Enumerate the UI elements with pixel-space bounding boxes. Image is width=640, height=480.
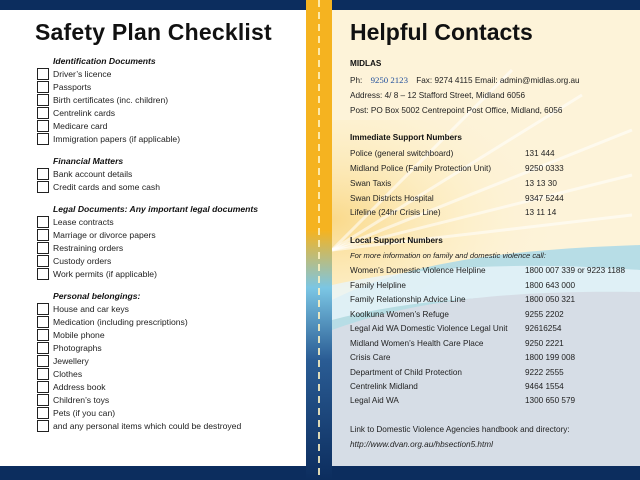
contact-number: 13 11 14 <box>525 208 557 217</box>
checklist-item-label: Driver’s licence <box>53 68 112 79</box>
checkbox[interactable] <box>37 168 49 180</box>
checklist-item-label: Bank account details <box>53 168 133 179</box>
checkbox[interactable] <box>37 303 49 315</box>
contact-number: 131 444 <box>525 149 555 158</box>
contact-name: Crisis Care <box>350 353 391 362</box>
section-heading-identification: Identification Documents <box>53 56 156 66</box>
checklist-item[interactable] <box>37 228 297 241</box>
checkbox[interactable] <box>37 216 49 228</box>
top-border <box>0 0 306 10</box>
checkbox[interactable] <box>37 268 49 280</box>
checklist-item-label: House and car keys <box>53 303 129 314</box>
checkbox[interactable] <box>37 107 49 119</box>
checkbox[interactable] <box>37 120 49 132</box>
checklist-title: Safety Plan Checklist <box>35 19 272 45</box>
immediate-support-heading: Immediate Support Numbers <box>350 133 462 142</box>
contact-name: Women’s Domestic Violence Helpline <box>350 266 486 275</box>
checklist-item[interactable] <box>37 315 297 328</box>
checkbox[interactable] <box>37 255 49 267</box>
bottom-border <box>332 466 640 480</box>
contacts-title: Helpful Contacts <box>350 19 533 45</box>
checklist-item[interactable] <box>37 180 297 193</box>
checkbox[interactable] <box>37 181 49 193</box>
local-support-heading: Local Support Numbers <box>350 236 443 245</box>
contact-name: Legal Aid WA <box>350 396 399 405</box>
checkbox[interactable] <box>37 316 49 328</box>
checkbox[interactable] <box>37 355 49 367</box>
section-heading-personal: Personal belongings: <box>53 291 141 301</box>
phone-label: Ph: <box>350 76 363 85</box>
checklist <box>37 55 297 432</box>
contact-name: Midland Police (Family Protection Unit) <box>350 164 492 173</box>
contact-number: 9255 2202 <box>525 310 564 319</box>
fold-line <box>318 0 320 480</box>
checklist-item[interactable] <box>37 341 297 354</box>
checklist-item[interactable] <box>37 406 297 419</box>
checklist-item[interactable] <box>37 80 297 93</box>
checkbox[interactable] <box>37 420 49 432</box>
checkbox[interactable] <box>37 242 49 254</box>
checklist-item[interactable] <box>37 328 297 341</box>
midlas-phone-line <box>350 75 580 85</box>
checkbox[interactable] <box>37 81 49 93</box>
checkbox[interactable] <box>37 368 49 380</box>
checklist-item-label: Work permits (if applicable) <box>53 268 157 279</box>
top-border <box>332 0 640 10</box>
midlas-fax-email: Fax: 9274 4115 Email: admin@midlas.org.au <box>416 76 580 85</box>
checklist-item-label: Clothes <box>53 368 83 379</box>
checklist-item-label: Centrelink cards <box>53 107 116 118</box>
checklist-item[interactable] <box>37 254 297 267</box>
contact-number: 92616254 <box>525 324 562 333</box>
contact-name: Midland Women’s Health Care Place <box>350 339 484 348</box>
checklist-item[interactable] <box>37 367 297 380</box>
checklist-item-label: Medication (including prescriptions) <box>53 316 188 327</box>
checklist-item-label: Mobile phone <box>53 329 105 340</box>
checklist-item-label: Pets (if you can) <box>53 407 116 418</box>
checklist-item-label: Passports <box>53 81 92 92</box>
section-heading-legal: Legal Documents: Any important legal documents <box>53 204 259 214</box>
contact-name: Centrelink Midland <box>350 382 418 391</box>
checklist-item-label: Custody orders <box>53 255 112 266</box>
checklist-item[interactable] <box>37 393 297 406</box>
contact-number: 9222 2555 <box>525 368 564 377</box>
checklist-item[interactable] <box>37 267 297 280</box>
checkbox[interactable] <box>37 68 49 80</box>
midlas-address: Address: 4/ 8 – 12 Stafford Street, Midland 6056 <box>350 91 526 100</box>
checkbox[interactable] <box>37 381 49 393</box>
midlas-heading: MIDLAS <box>350 59 382 68</box>
checkbox[interactable] <box>37 407 49 419</box>
contact-name: Family Relationship Advice Line <box>350 295 466 304</box>
checklist-item-label: Photographs <box>53 342 102 353</box>
contact-name: Swan Districts Hospital <box>350 194 434 203</box>
contact-number: 9347 5244 <box>525 194 564 203</box>
checklist-item-label: Restraining orders <box>53 242 124 253</box>
contact-number: 1300 650 579 <box>525 396 576 405</box>
checklist-item-label: and any personal items which could be destroyed <box>53 420 242 431</box>
checklist-item[interactable] <box>37 215 297 228</box>
contact-name: Family Helpline <box>350 281 406 290</box>
directory-link[interactable]: http://www.dvan.org.au/hbsection5.html <box>350 440 493 449</box>
checklist-item[interactable] <box>37 241 297 254</box>
contact-name: Swan Taxis <box>350 179 392 188</box>
midlas-phone[interactable]: 9250 2123 <box>370 75 408 85</box>
checkbox[interactable] <box>37 94 49 106</box>
contact-name: Lifeline (24hr Crisis Line) <box>350 208 441 217</box>
checklist-item[interactable] <box>37 380 297 393</box>
contact-number: 1800 050 321 <box>525 295 576 304</box>
checkbox[interactable] <box>37 133 49 145</box>
contact-name: Department of Child Protection <box>350 368 462 377</box>
contact-number: 1800 643 000 <box>525 281 576 290</box>
checklist-item-label: Birth certificates (inc. children) <box>53 94 169 105</box>
contact-number: 1800 199 008 <box>525 353 576 362</box>
contact-name: Legal Aid WA Domestic Violence Legal Unit <box>350 324 508 333</box>
checklist-item[interactable] <box>37 93 297 106</box>
checklist-item-label: Jewellery <box>53 355 89 366</box>
checklist-item[interactable] <box>37 354 297 367</box>
contact-number: 1800 007 339 or 9223 1188 <box>525 266 626 275</box>
local-support-intro: For more information on family and domestic violence call: <box>350 251 546 260</box>
checklist-item-label: Children’s toys <box>53 394 110 405</box>
checkbox[interactable] <box>37 229 49 241</box>
checklist-item[interactable] <box>37 106 297 119</box>
helpful-contacts-panel <box>332 0 640 480</box>
checklist-item-label: Lease contracts <box>53 216 114 227</box>
checklist-item[interactable] <box>37 302 297 315</box>
contact-number: 9464 1554 <box>525 382 564 391</box>
checklist-item-label: Credit cards and some cash <box>53 181 160 192</box>
checklist-item-label: Medicare card <box>53 120 108 131</box>
contact-number: 13 13 30 <box>525 179 557 188</box>
bottom-border <box>0 466 306 480</box>
checklist-item[interactable] <box>37 132 297 145</box>
contact-name: Koolkuna Women’s Refuge <box>350 310 449 319</box>
checklist-item-label: Address book <box>53 381 106 392</box>
checklist-item[interactable] <box>37 167 297 180</box>
checklist-item-label: Immigration papers (if applicable) <box>53 133 181 144</box>
checklist-item[interactable] <box>37 119 297 132</box>
checkbox[interactable] <box>37 394 49 406</box>
checklist-item[interactable] <box>37 67 297 80</box>
contact-number: 9250 0333 <box>525 164 564 173</box>
checklist-item-label: Marriage or divorce papers <box>53 229 156 240</box>
safety-plan-panel <box>0 0 306 480</box>
section-heading-financial: Financial Matters <box>53 156 124 166</box>
checklist-item[interactable] <box>37 419 297 432</box>
contact-number: 9250 2221 <box>525 339 564 348</box>
contact-name: Police (general switchboard) <box>350 149 454 158</box>
checkbox[interactable] <box>37 342 49 354</box>
midlas-post: Post: PO Box 5002 Centrepoint Post Office, Midland, 6056 <box>350 106 563 115</box>
checkbox[interactable] <box>37 329 49 341</box>
directory-link-text: Link to Domestic Violence Agencies handbook and directory: <box>350 425 570 434</box>
